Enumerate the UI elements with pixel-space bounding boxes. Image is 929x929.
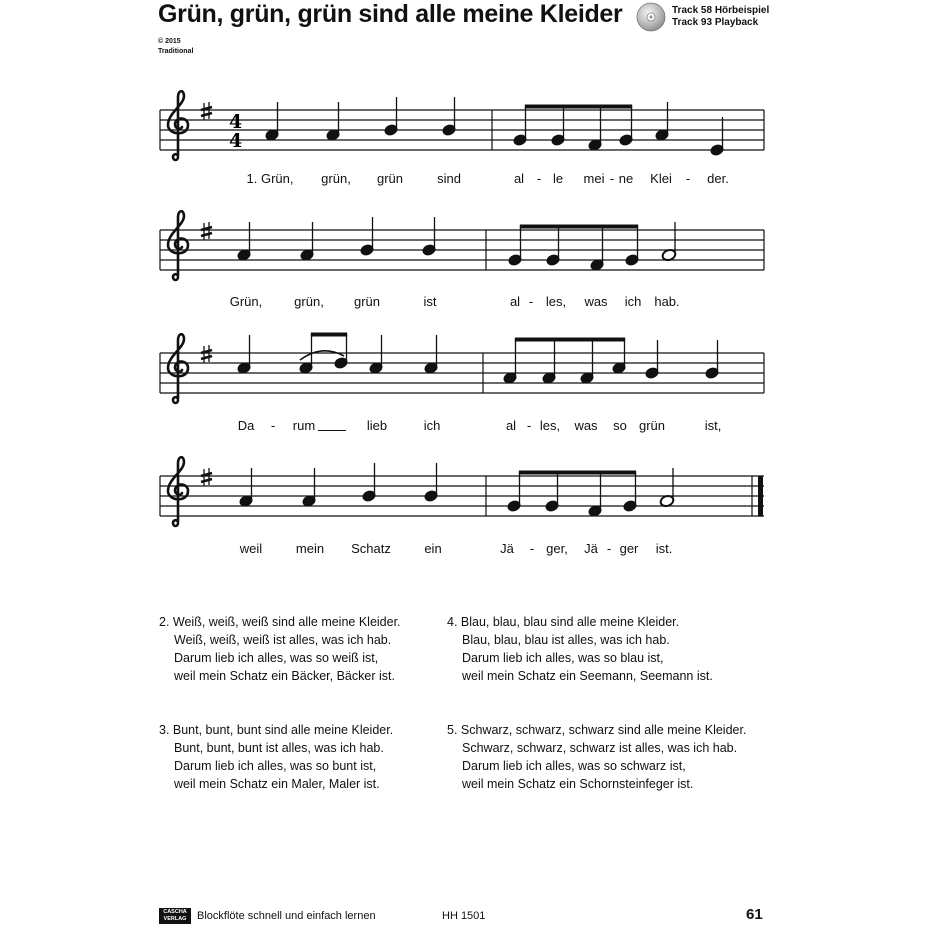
verse-line: 4. Blau, blau, blau sind alle meine Kleider. [447, 615, 680, 629]
lyric-syllable: le [552, 171, 564, 186]
lyric-syllable: hab. [654, 294, 680, 309]
lyric-syllable: was [584, 294, 608, 309]
lyric-syllable: ich [423, 418, 441, 433]
verse-line: Blau, blau, blau ist alles, was ich hab. [462, 633, 670, 647]
lyric-syllable: les, [545, 294, 567, 309]
track-playback-label: Track 93 Playback [672, 17, 759, 28]
time-signature-top: 4 [229, 111, 243, 133]
lyric-syllable: Grün, [229, 294, 263, 309]
lyric-hyphen: - [685, 171, 691, 186]
time-signature-bottom: 4 [229, 130, 243, 152]
verse-3 [159, 721, 393, 793]
lyric-syllable: grün [638, 418, 666, 433]
lyric-syllable: rum [292, 418, 316, 433]
verse-2 [159, 613, 401, 685]
lyric-extender-line [318, 430, 346, 431]
lyric-syllable: der. [707, 171, 729, 186]
lyric-syllable: al [509, 294, 521, 309]
lyric-syllable: Da [237, 418, 255, 433]
verse-line: 5. Schwarz, schwarz, schwarz sind alle meine Kleider. [447, 723, 747, 737]
lyric-syllable: was [574, 418, 598, 433]
beam [525, 105, 632, 109]
lyric-hyphen: - [536, 171, 542, 186]
verse-5 [447, 721, 746, 793]
staff-system-3 [160, 333, 764, 404]
lyric-syllable: grün [353, 294, 381, 309]
lyric-syllable: mein [295, 541, 325, 556]
verse-line: Schwarz, schwarz, schwarz ist alles, was ich hab. [462, 741, 738, 755]
verse-line: Darum lieb ich alles, was so weiß ist, [174, 651, 379, 665]
verse-line: weil mein Schatz ein Seemann, Seemann ist. [462, 669, 713, 683]
final-barline [758, 476, 763, 517]
lyric-hyphen: - [609, 171, 615, 186]
publisher-logo: CASCHA VERLAG [159, 908, 191, 924]
lyric-syllable: ger, [546, 541, 568, 556]
lyric-syllable: ein [424, 541, 442, 556]
lyric-hyphen: - [606, 541, 612, 556]
verse-line: weil mein Schatz ein Maler, Maler ist. [174, 777, 380, 791]
lyric-hyphen: - [270, 418, 276, 433]
verse-line: Darum lieb ich alles, was so schwarz ist, [462, 759, 686, 773]
catalog-code: HH 1501 [442, 910, 486, 922]
lyric-syllable: les, [539, 418, 561, 433]
staff-system-4 [160, 457, 764, 526]
lyric-hyphen: - [529, 541, 535, 556]
lyric-syllable: ger [619, 541, 639, 556]
lyric-syllable: mei [583, 171, 605, 186]
verse-line: 3. Bunt, bunt, bunt sind alle meine Kleider. [159, 723, 394, 737]
page-number: 61 [746, 906, 763, 923]
sharp-icon [201, 102, 212, 120]
sharp-icon [201, 468, 212, 486]
copyright-year: © 2015 [158, 38, 181, 45]
sharp-icon [201, 222, 212, 240]
track-listen-label: Track 58 Hörbeispiel [672, 5, 770, 16]
lyric-syllable: so [613, 418, 627, 433]
lyric-syllable: ich [624, 294, 642, 309]
verse-line: Darum lieb ich alles, was so blau ist, [462, 651, 664, 665]
lyric-syllable: Jä [584, 541, 598, 556]
lyric-syllable: al [505, 418, 517, 433]
verse-4 [447, 613, 713, 685]
lyric-syllable: Klei [650, 171, 672, 186]
verse-line: Bunt, bunt, bunt ist alles, was ich hab. [174, 741, 384, 755]
staff-system-2 [160, 211, 764, 280]
slur [300, 351, 344, 360]
verse-line: weil mein Schatz ein Schornsteinfeger ist. [462, 777, 694, 791]
verse-line: Weiß, weiß, weiß ist alles, was ich hab. [174, 633, 392, 647]
beam [311, 333, 347, 337]
verse-line: weil mein Schatz ein Bäcker, Bäcker ist. [174, 669, 395, 683]
verse-line: Darum lieb ich alles, was so bunt ist, [174, 759, 377, 773]
lyric-syllable: 1. Grün, [246, 171, 294, 186]
lyric-syllable: weil [239, 541, 263, 556]
beam [519, 471, 636, 475]
lyric-syllable: grün, [294, 294, 324, 309]
song-origin: Traditional [158, 48, 194, 55]
lyric-syllable: ist, [704, 418, 722, 433]
lyric-syllable: Schatz [351, 541, 391, 556]
beam [515, 338, 625, 342]
lyric-syllable: grün [376, 171, 404, 186]
lyric-syllable: grün, [321, 171, 351, 186]
lyric-syllable: Jä [500, 541, 514, 556]
lyric-syllable: ist [423, 294, 437, 309]
sharp-icon [201, 345, 212, 363]
lyric-syllable: al [513, 171, 525, 186]
lyric-syllable: ist. [655, 541, 673, 556]
verse-line: 2. Weiß, weiß, weiß sind alle meine Kleider. [159, 615, 401, 629]
staff-system-1 [160, 91, 764, 160]
lyric-syllable: lieb [366, 418, 388, 433]
beam [520, 225, 638, 229]
half-note [661, 222, 676, 262]
lyric-syllable: sind [437, 171, 461, 186]
lyric-hyphen: - [528, 294, 534, 309]
half-note [659, 468, 674, 508]
lyric-syllable: ne [618, 171, 634, 186]
song-title: Grün, grün, grün sind alle meine Kleider [158, 0, 623, 28]
book-title: Blockflöte schnell und einfach lernen [197, 910, 376, 922]
lyric-hyphen: - [526, 418, 532, 433]
